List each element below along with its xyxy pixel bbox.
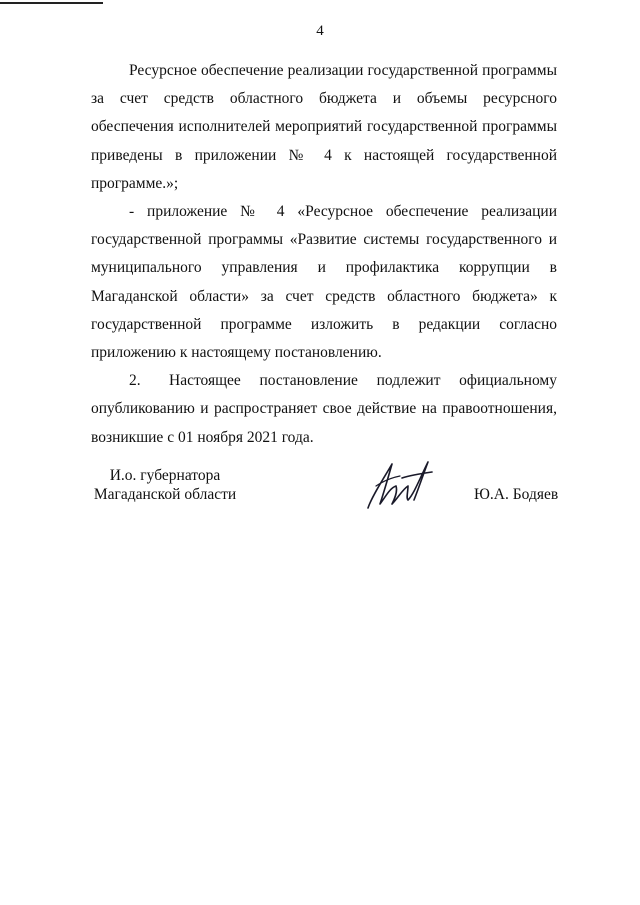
page-number: 4 <box>316 23 324 39</box>
paragraph-appendix-4: - приложение № 4 «Ресурсное обеспечение реализации государственной программы «Развитие системы государственного и муниципального управления и профилактика коррупции в Магаданской области» за счет средств областного бюджета» к государственной программе изложить в редакции согласно приложению к настоящему постановлению. <box>91 203 557 362</box>
position-line-1: И.о. губернатора <box>109 467 221 484</box>
document-body <box>91 57 557 452</box>
paragraph-resource-provision: Ресурсное обеспечение реализации государственной программы за счет средств областного бюджета и объемы ресурсного обеспечения исполнителей мероприятий государственной программы приведены в приложении № 4 к настоящей государственной программе.»; <box>91 62 557 192</box>
handwritten-signature <box>362 456 442 514</box>
top-rule <box>0 2 103 4</box>
paragraph-item-2 <box>91 367 557 452</box>
item-number: 2. <box>129 372 141 390</box>
item-text: Настоящее постановление подлежит официальному опубликованию и распространяет свое действие на правоотношения, возникшие с 01 ноября 2021 года. <box>91 372 557 446</box>
signatory-position <box>80 466 250 504</box>
signatory-name: Ю.А. Бодяев <box>474 486 559 503</box>
position-line-2: Магаданской области <box>93 486 237 503</box>
